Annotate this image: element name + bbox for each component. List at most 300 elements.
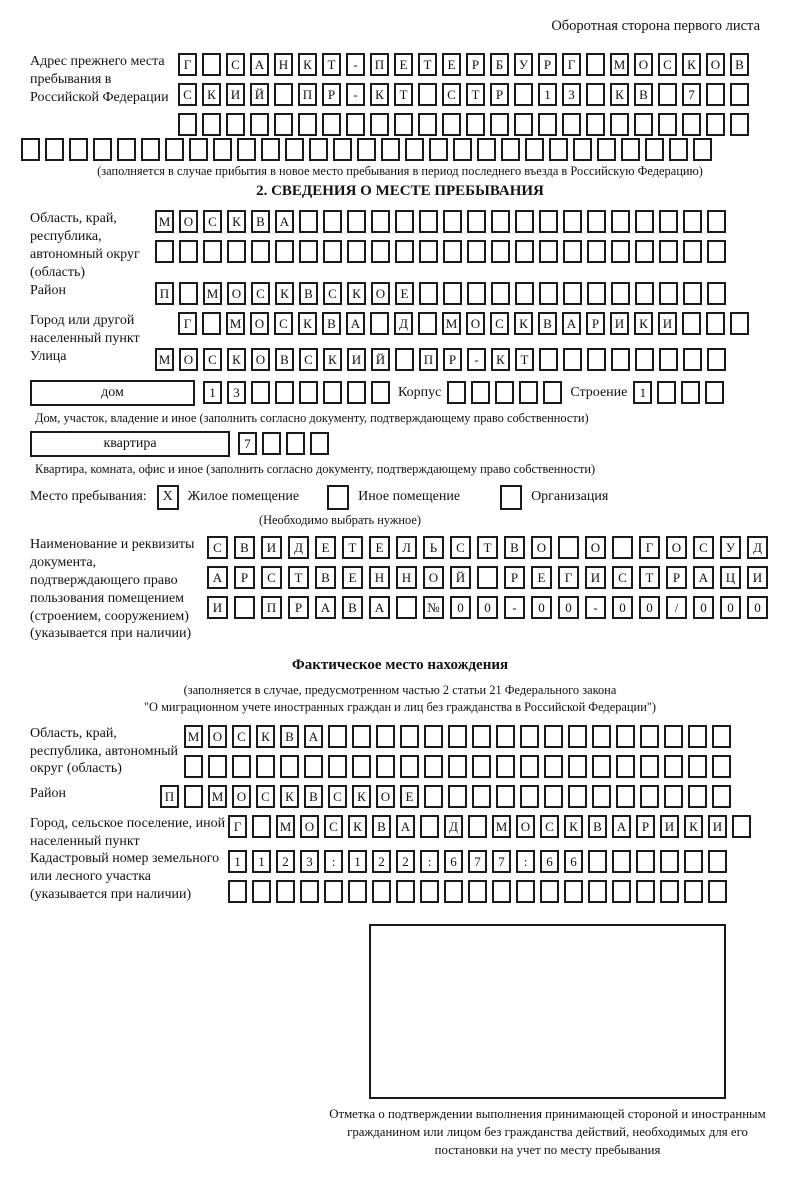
char-cell[interactable] [178, 113, 197, 136]
char-cell[interactable]: О [531, 536, 552, 559]
char-cell[interactable] [563, 240, 582, 263]
char-cell[interactable] [539, 240, 558, 263]
char-cell[interactable] [539, 348, 558, 371]
char-cell[interactable] [141, 138, 160, 161]
char-cell[interactable] [708, 880, 727, 903]
char-cell[interactable] [352, 725, 371, 748]
char-cell[interactable] [515, 240, 534, 263]
char-cell[interactable] [333, 138, 352, 161]
char-cell[interactable] [234, 596, 255, 619]
char-cell[interactable]: Т [466, 83, 485, 106]
char-cell[interactable] [467, 210, 486, 233]
char-cell[interactable] [256, 755, 275, 778]
char-cell[interactable]: Т [639, 566, 660, 589]
char-cell[interactable]: 0 [477, 596, 498, 619]
char-cell[interactable] [477, 138, 496, 161]
char-cell[interactable]: Т [394, 83, 413, 106]
char-cell[interactable] [706, 312, 725, 335]
char-cell[interactable] [396, 596, 417, 619]
char-cell[interactable] [155, 240, 174, 263]
char-cell[interactable]: - [585, 596, 606, 619]
char-cell[interactable] [252, 815, 271, 838]
char-cell[interactable] [564, 880, 583, 903]
char-cell[interactable]: В [304, 785, 323, 808]
char-cell[interactable]: Р [504, 566, 525, 589]
char-cell[interactable] [276, 880, 295, 903]
char-cell[interactable] [395, 240, 414, 263]
char-cell[interactable] [730, 312, 749, 335]
char-cell[interactable] [298, 113, 317, 136]
char-cell[interactable] [520, 755, 539, 778]
char-cell[interactable] [179, 282, 198, 305]
char-cell[interactable] [252, 880, 271, 903]
char-cell[interactable]: Т [515, 348, 534, 371]
char-cell[interactable] [322, 113, 341, 136]
char-cell[interactable]: Й [450, 566, 471, 589]
char-cell[interactable]: О [300, 815, 319, 838]
char-cell[interactable] [395, 210, 414, 233]
char-cell[interactable]: Г [558, 566, 579, 589]
char-cell[interactable]: Е [315, 536, 336, 559]
char-cell[interactable] [347, 240, 366, 263]
char-cell[interactable] [712, 725, 731, 748]
char-cell[interactable] [549, 138, 568, 161]
char-cell[interactable] [189, 138, 208, 161]
char-cell[interactable]: : [324, 850, 343, 873]
char-cell[interactable]: 0 [720, 596, 741, 619]
char-cell[interactable] [669, 138, 688, 161]
char-cell[interactable] [424, 785, 443, 808]
char-cell[interactable] [730, 113, 749, 136]
char-cell[interactable]: М [203, 282, 222, 305]
char-cell[interactable] [400, 725, 419, 748]
char-cell[interactable] [251, 381, 270, 404]
char-cell[interactable] [419, 240, 438, 263]
char-cell[interactable] [400, 755, 419, 778]
char-cell[interactable]: С [226, 53, 245, 76]
char-cell[interactable] [519, 381, 538, 404]
char-cell[interactable]: - [346, 83, 365, 106]
char-cell[interactable] [588, 880, 607, 903]
char-cell[interactable]: П [370, 53, 389, 76]
char-cell[interactable] [660, 880, 679, 903]
char-cell[interactable]: Г [639, 536, 660, 559]
char-cell[interactable]: И [207, 596, 228, 619]
char-cell[interactable] [310, 432, 329, 455]
char-cell[interactable]: П [155, 282, 174, 305]
char-cell[interactable]: А [207, 566, 228, 589]
char-cell[interactable] [328, 755, 347, 778]
char-cell[interactable]: О [634, 53, 653, 76]
char-cell[interactable] [610, 113, 629, 136]
char-cell[interactable] [477, 566, 498, 589]
char-cell[interactable] [539, 282, 558, 305]
char-cell[interactable]: Е [531, 566, 552, 589]
char-cell[interactable] [274, 83, 293, 106]
char-cell[interactable] [587, 282, 606, 305]
char-cell[interactable] [612, 880, 631, 903]
char-cell[interactable]: А [346, 312, 365, 335]
char-cell[interactable]: А [315, 596, 336, 619]
char-cell[interactable] [514, 83, 533, 106]
char-cell[interactable] [21, 138, 40, 161]
char-cell[interactable] [612, 850, 631, 873]
char-cell[interactable] [324, 880, 343, 903]
char-cell[interactable] [640, 755, 659, 778]
char-cell[interactable] [184, 755, 203, 778]
char-cell[interactable]: 2 [396, 850, 415, 873]
char-cell[interactable] [705, 381, 724, 404]
char-cell[interactable]: В [275, 348, 294, 371]
char-cell[interactable]: К [682, 53, 701, 76]
char-cell[interactable] [299, 240, 318, 263]
char-cell[interactable]: С [612, 566, 633, 589]
char-cell[interactable] [501, 138, 520, 161]
char-cell[interactable]: В [372, 815, 391, 838]
char-cell[interactable] [664, 725, 683, 748]
char-cell[interactable]: Д [747, 536, 768, 559]
char-cell[interactable]: О [423, 566, 444, 589]
char-cell[interactable]: К [347, 282, 366, 305]
char-cell[interactable]: А [562, 312, 581, 335]
char-cell[interactable]: Г [562, 53, 581, 76]
char-cell[interactable] [659, 348, 678, 371]
char-cell[interactable] [45, 138, 64, 161]
char-cell[interactable] [323, 240, 342, 263]
char-cell[interactable] [683, 210, 702, 233]
char-cell[interactable] [568, 725, 587, 748]
char-cell[interactable]: Е [395, 282, 414, 305]
char-cell[interactable]: - [346, 53, 365, 76]
char-cell[interactable]: С [178, 83, 197, 106]
char-cell[interactable] [285, 138, 304, 161]
char-cell[interactable] [370, 312, 389, 335]
char-cell[interactable]: Е [394, 53, 413, 76]
char-cell[interactable]: Р [666, 566, 687, 589]
char-cell[interactable] [516, 880, 535, 903]
char-cell[interactable] [730, 83, 749, 106]
char-cell[interactable]: П [298, 83, 317, 106]
char-cell[interactable] [592, 785, 611, 808]
char-cell[interactable] [612, 536, 633, 559]
char-cell[interactable]: 0 [450, 596, 471, 619]
char-cell[interactable]: 0 [531, 596, 552, 619]
char-cell[interactable] [424, 725, 443, 748]
dom-box[interactable]: дом [30, 380, 195, 406]
char-cell[interactable] [732, 815, 751, 838]
char-cell[interactable]: А [369, 596, 390, 619]
char-cell[interactable] [659, 210, 678, 233]
char-cell[interactable]: Р [490, 83, 509, 106]
char-cell[interactable]: К [491, 348, 510, 371]
char-cell[interactable] [514, 113, 533, 136]
char-cell[interactable]: 6 [540, 850, 559, 873]
char-cell[interactable]: К [610, 83, 629, 106]
char-cell[interactable]: 0 [612, 596, 633, 619]
char-cell[interactable]: 0 [639, 596, 660, 619]
char-cell[interactable]: О [666, 536, 687, 559]
char-cell[interactable] [586, 83, 605, 106]
char-cell[interactable]: У [514, 53, 533, 76]
char-cell[interactable]: Л [396, 536, 417, 559]
char-cell[interactable] [616, 755, 635, 778]
char-cell[interactable] [442, 113, 461, 136]
char-cell[interactable] [491, 210, 510, 233]
char-cell[interactable]: С [323, 282, 342, 305]
checkbox-inoe[interactable] [327, 485, 349, 510]
char-cell[interactable] [707, 240, 726, 263]
char-cell[interactable]: В [299, 282, 318, 305]
char-cell[interactable] [226, 113, 245, 136]
char-cell[interactable]: Б [490, 53, 509, 76]
char-cell[interactable]: Т [342, 536, 363, 559]
char-cell[interactable]: И [658, 312, 677, 335]
char-cell[interactable] [418, 83, 437, 106]
char-cell[interactable]: С [693, 536, 714, 559]
char-cell[interactable] [496, 785, 515, 808]
char-cell[interactable]: К [370, 83, 389, 106]
char-cell[interactable]: 7 [238, 432, 257, 455]
char-cell[interactable] [586, 53, 605, 76]
char-cell[interactable]: Р [288, 596, 309, 619]
char-cell[interactable]: 3 [227, 381, 246, 404]
char-cell[interactable]: 1 [252, 850, 271, 873]
char-cell[interactable] [540, 880, 559, 903]
char-cell[interactable] [635, 240, 654, 263]
char-cell[interactable]: А [396, 815, 415, 838]
char-cell[interactable] [683, 282, 702, 305]
char-cell[interactable] [237, 138, 256, 161]
char-cell[interactable]: Г [178, 53, 197, 76]
char-cell[interactable] [544, 755, 563, 778]
char-cell[interactable]: О [232, 785, 251, 808]
char-cell[interactable] [381, 138, 400, 161]
char-cell[interactable] [520, 725, 539, 748]
char-cell[interactable] [323, 210, 342, 233]
char-cell[interactable] [202, 312, 221, 335]
char-cell[interactable] [543, 381, 562, 404]
char-cell[interactable]: С [490, 312, 509, 335]
char-cell[interactable] [371, 210, 390, 233]
char-cell[interactable]: К [280, 785, 299, 808]
char-cell[interactable]: М [155, 348, 174, 371]
kvartira-box[interactable]: квартира [30, 431, 230, 457]
char-cell[interactable]: П [160, 785, 179, 808]
char-cell[interactable] [357, 138, 376, 161]
char-cell[interactable] [496, 725, 515, 748]
char-cell[interactable] [636, 880, 655, 903]
char-cell[interactable]: О [466, 312, 485, 335]
char-cell[interactable]: Р [466, 53, 485, 76]
char-cell[interactable]: № [423, 596, 444, 619]
char-cell[interactable] [682, 113, 701, 136]
char-cell[interactable] [707, 348, 726, 371]
char-cell[interactable] [562, 113, 581, 136]
char-cell[interactable]: С [251, 282, 270, 305]
char-cell[interactable]: 1 [228, 850, 247, 873]
char-cell[interactable] [658, 83, 677, 106]
char-cell[interactable] [587, 348, 606, 371]
char-cell[interactable] [616, 785, 635, 808]
char-cell[interactable] [515, 210, 534, 233]
char-cell[interactable]: О [179, 348, 198, 371]
char-cell[interactable]: Е [342, 566, 363, 589]
char-cell[interactable] [688, 755, 707, 778]
char-cell[interactable]: К [514, 312, 533, 335]
char-cell[interactable]: Ц [720, 566, 741, 589]
char-cell[interactable]: - [467, 348, 486, 371]
char-cell[interactable] [309, 138, 328, 161]
char-cell[interactable] [275, 240, 294, 263]
char-cell[interactable]: М [442, 312, 461, 335]
char-cell[interactable] [261, 138, 280, 161]
char-cell[interactable]: Р [538, 53, 557, 76]
char-cell[interactable] [370, 113, 389, 136]
checkbox-org[interactable] [500, 485, 522, 510]
char-cell[interactable] [659, 240, 678, 263]
char-cell[interactable] [453, 138, 472, 161]
char-cell[interactable] [274, 113, 293, 136]
char-cell[interactable]: 6 [564, 850, 583, 873]
char-cell[interactable]: К [256, 725, 275, 748]
char-cell[interactable]: К [352, 785, 371, 808]
char-cell[interactable]: Т [288, 566, 309, 589]
char-cell[interactable] [616, 725, 635, 748]
char-cell[interactable]: О [227, 282, 246, 305]
char-cell[interactable] [376, 755, 395, 778]
char-cell[interactable] [587, 240, 606, 263]
char-cell[interactable]: Т [477, 536, 498, 559]
char-cell[interactable]: С [328, 785, 347, 808]
char-cell[interactable]: О [179, 210, 198, 233]
char-cell[interactable] [328, 725, 347, 748]
char-cell[interactable] [707, 210, 726, 233]
char-cell[interactable] [405, 138, 424, 161]
char-cell[interactable]: К [202, 83, 221, 106]
char-cell[interactable] [395, 348, 414, 371]
char-cell[interactable]: О [251, 348, 270, 371]
char-cell[interactable]: К [275, 282, 294, 305]
char-cell[interactable]: У [720, 536, 741, 559]
char-cell[interactable]: О [376, 785, 395, 808]
char-cell[interactable]: С [256, 785, 275, 808]
char-cell[interactable] [472, 755, 491, 778]
char-cell[interactable]: Г [178, 312, 197, 335]
char-cell[interactable]: Ь [423, 536, 444, 559]
char-cell[interactable] [525, 138, 544, 161]
char-cell[interactable]: В [315, 566, 336, 589]
char-cell[interactable]: Р [234, 566, 255, 589]
char-cell[interactable] [563, 210, 582, 233]
char-cell[interactable]: С [442, 83, 461, 106]
char-cell[interactable] [304, 755, 323, 778]
char-cell[interactable] [611, 240, 630, 263]
char-cell[interactable] [251, 240, 270, 263]
char-cell[interactable] [621, 138, 640, 161]
char-cell[interactable] [420, 815, 439, 838]
char-cell[interactable] [683, 348, 702, 371]
char-cell[interactable] [635, 282, 654, 305]
char-cell[interactable]: 7 [492, 850, 511, 873]
char-cell[interactable] [467, 282, 486, 305]
char-cell[interactable] [323, 381, 342, 404]
char-cell[interactable]: С [658, 53, 677, 76]
char-cell[interactable]: Д [288, 536, 309, 559]
char-cell[interactable]: : [420, 850, 439, 873]
char-cell[interactable] [448, 725, 467, 748]
char-cell[interactable]: 7 [682, 83, 701, 106]
char-cell[interactable] [300, 880, 319, 903]
char-cell[interactable]: Г [228, 815, 247, 838]
char-cell[interactable] [376, 725, 395, 748]
char-cell[interactable] [448, 755, 467, 778]
char-cell[interactable] [347, 210, 366, 233]
char-cell[interactable]: О [706, 53, 725, 76]
char-cell[interactable]: В [588, 815, 607, 838]
char-cell[interactable] [495, 381, 514, 404]
char-cell[interactable]: С [324, 815, 343, 838]
char-cell[interactable]: Е [369, 536, 390, 559]
char-cell[interactable] [684, 880, 703, 903]
char-cell[interactable]: Р [636, 815, 655, 838]
char-cell[interactable]: К [348, 815, 367, 838]
char-cell[interactable] [640, 785, 659, 808]
char-cell[interactable] [418, 312, 437, 335]
char-cell[interactable] [202, 53, 221, 76]
char-cell[interactable]: Р [586, 312, 605, 335]
char-cell[interactable] [611, 210, 630, 233]
char-cell[interactable]: С [203, 348, 222, 371]
char-cell[interactable]: К [634, 312, 653, 335]
char-cell[interactable] [640, 725, 659, 748]
char-cell[interactable]: И [610, 312, 629, 335]
char-cell[interactable] [213, 138, 232, 161]
char-cell[interactable]: Д [394, 312, 413, 335]
char-cell[interactable]: И [708, 815, 727, 838]
char-cell[interactable] [706, 113, 725, 136]
char-cell[interactable] [443, 282, 462, 305]
char-cell[interactable]: К [298, 53, 317, 76]
char-cell[interactable]: Т [418, 53, 437, 76]
char-cell[interactable] [712, 785, 731, 808]
char-cell[interactable]: 7 [468, 850, 487, 873]
char-cell[interactable] [611, 282, 630, 305]
char-cell[interactable] [592, 725, 611, 748]
char-cell[interactable]: К [323, 348, 342, 371]
char-cell[interactable] [184, 785, 203, 808]
char-cell[interactable] [588, 850, 607, 873]
char-cell[interactable]: 1 [348, 850, 367, 873]
char-cell[interactable]: В [322, 312, 341, 335]
char-cell[interactable] [396, 880, 415, 903]
char-cell[interactable] [444, 880, 463, 903]
char-cell[interactable] [568, 755, 587, 778]
char-cell[interactable] [684, 850, 703, 873]
char-cell[interactable] [280, 755, 299, 778]
char-cell[interactable]: О [208, 725, 227, 748]
char-cell[interactable] [262, 432, 281, 455]
char-cell[interactable]: С [232, 725, 251, 748]
char-cell[interactable] [348, 880, 367, 903]
char-cell[interactable]: И [585, 566, 606, 589]
char-cell[interactable]: К [684, 815, 703, 838]
char-cell[interactable] [563, 282, 582, 305]
char-cell[interactable] [371, 381, 390, 404]
char-cell[interactable] [681, 381, 700, 404]
char-cell[interactable] [286, 432, 305, 455]
char-cell[interactable] [227, 240, 246, 263]
char-cell[interactable] [443, 240, 462, 263]
